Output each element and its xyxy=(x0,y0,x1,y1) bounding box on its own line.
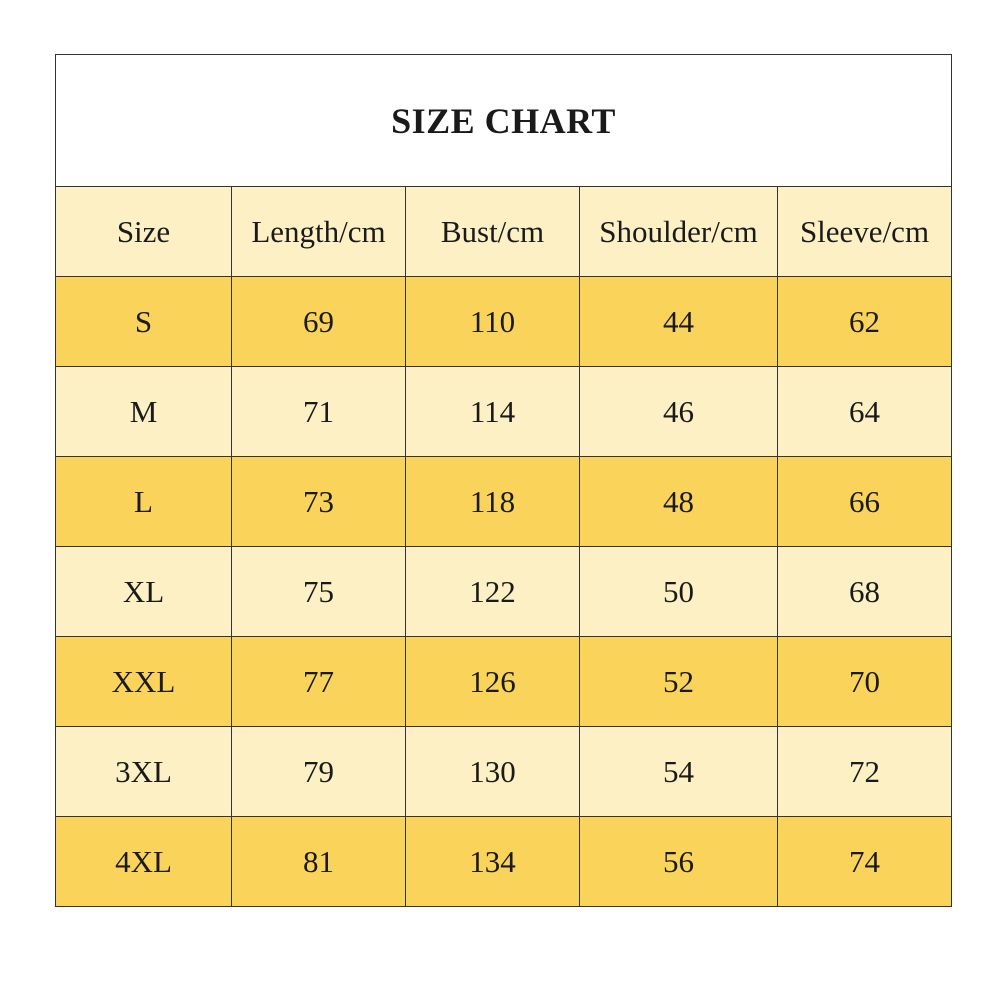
size-cell: XL xyxy=(56,547,232,637)
bust-cell: 110 xyxy=(406,277,580,367)
shoulder-cell: 50 xyxy=(580,547,778,637)
length-cell: 75 xyxy=(232,547,406,637)
column-header-sleeve: Sleeve/cm xyxy=(778,187,952,277)
length-cell: 81 xyxy=(232,817,406,907)
bust-cell: 130 xyxy=(406,727,580,817)
size-cell: 3XL xyxy=(56,727,232,817)
size-cell: L xyxy=(56,457,232,547)
length-cell: 69 xyxy=(232,277,406,367)
header-row xyxy=(56,187,952,277)
sleeve-cell: 74 xyxy=(778,817,952,907)
sleeve-cell: 72 xyxy=(778,727,952,817)
table-row xyxy=(56,817,952,907)
table-row xyxy=(56,727,952,817)
table-row xyxy=(56,367,952,457)
sleeve-cell: 70 xyxy=(778,637,952,727)
bust-cell: 134 xyxy=(406,817,580,907)
column-header-size: Size xyxy=(56,187,232,277)
bust-cell: 126 xyxy=(406,637,580,727)
size-cell: 4XL xyxy=(56,817,232,907)
chart-title: SIZE CHART xyxy=(56,55,952,187)
bust-cell: 118 xyxy=(406,457,580,547)
size-cell: M xyxy=(56,367,232,457)
shoulder-cell: 44 xyxy=(580,277,778,367)
bust-cell: 114 xyxy=(406,367,580,457)
bust-cell: 122 xyxy=(406,547,580,637)
shoulder-cell: 46 xyxy=(580,367,778,457)
shoulder-cell: 54 xyxy=(580,727,778,817)
column-header-shoulder: Shoulder/cm xyxy=(580,187,778,277)
size-cell: XXL xyxy=(56,637,232,727)
shoulder-cell: 52 xyxy=(580,637,778,727)
shoulder-cell: 48 xyxy=(580,457,778,547)
sleeve-cell: 66 xyxy=(778,457,952,547)
length-cell: 73 xyxy=(232,457,406,547)
shoulder-cell: 56 xyxy=(580,817,778,907)
length-cell: 79 xyxy=(232,727,406,817)
table-row xyxy=(56,637,952,727)
sleeve-cell: 64 xyxy=(778,367,952,457)
sleeve-cell: 62 xyxy=(778,277,952,367)
size-chart-table xyxy=(55,54,952,907)
table-row xyxy=(56,457,952,547)
table-row xyxy=(56,277,952,367)
length-cell: 71 xyxy=(232,367,406,457)
length-cell: 77 xyxy=(232,637,406,727)
sleeve-cell: 68 xyxy=(778,547,952,637)
column-header-bust: Bust/cm xyxy=(406,187,580,277)
table-row xyxy=(56,547,952,637)
column-header-length: Length/cm xyxy=(232,187,406,277)
size-cell: S xyxy=(56,277,232,367)
